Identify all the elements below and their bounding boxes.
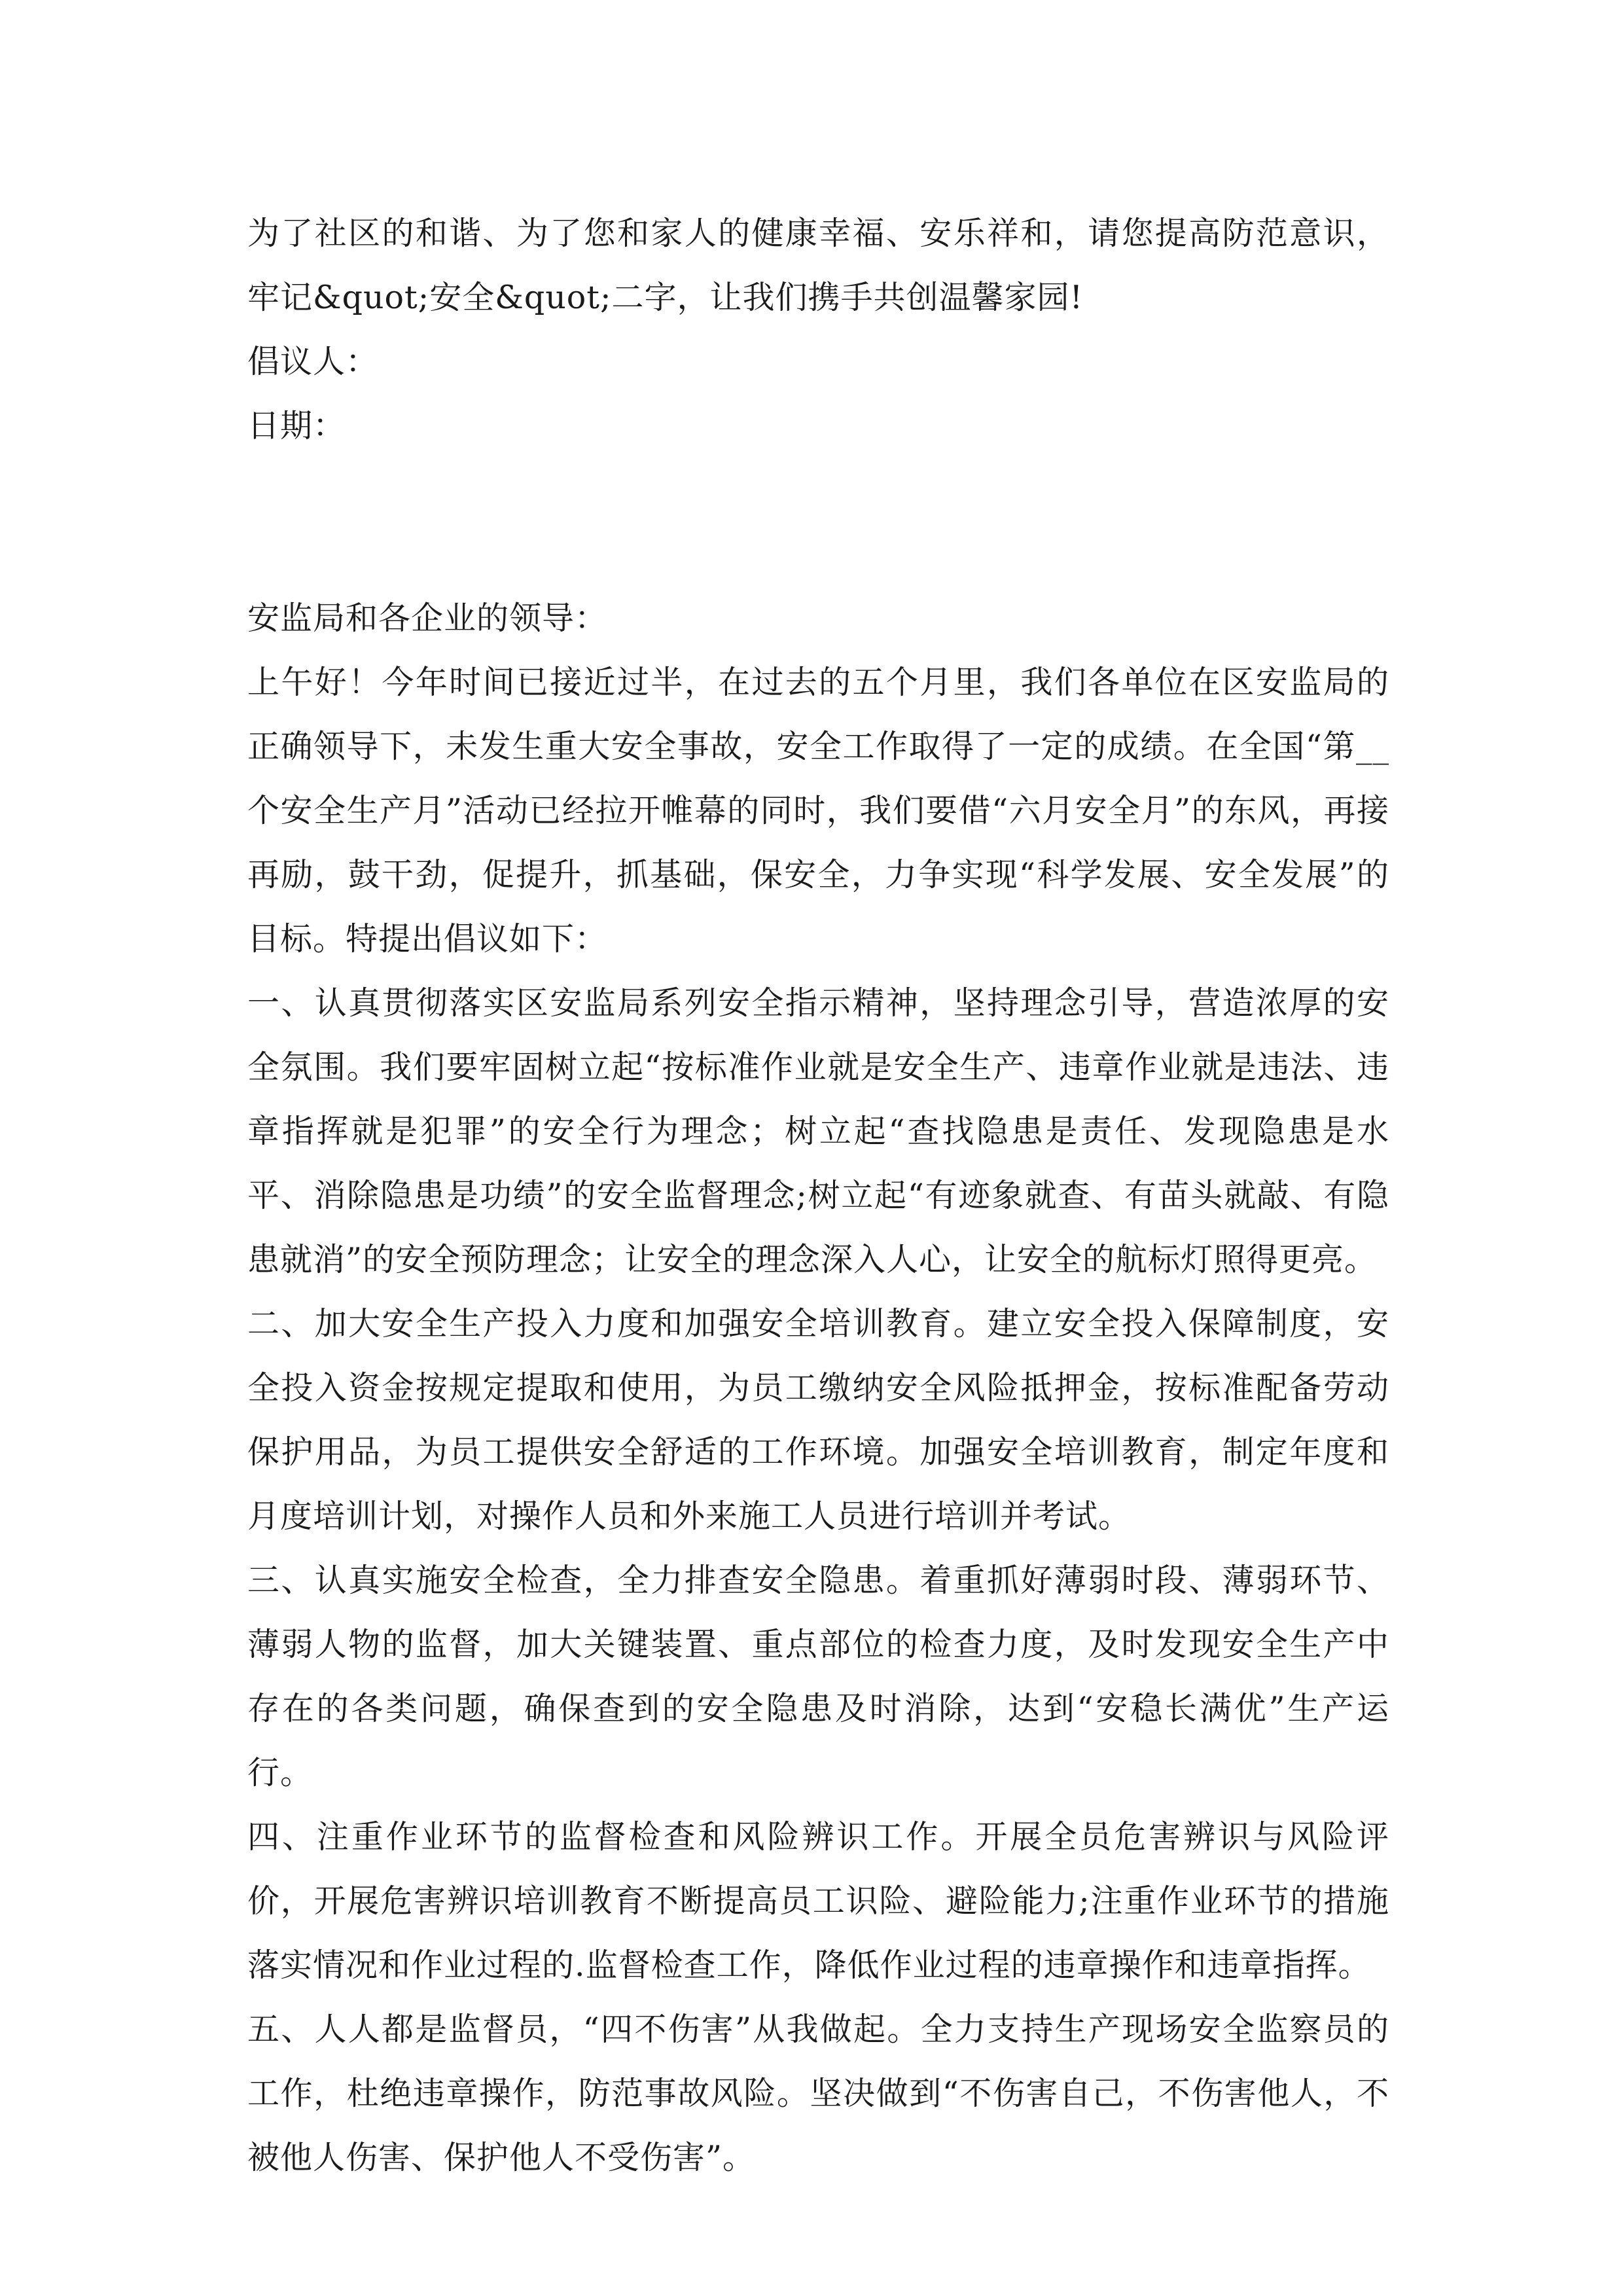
proposal-item-5: 五、人人都是监督员，“四不伤害”从我做起。全力支持生产现场安全监察员的工作，杜绝违章操作，防范事故风险。坚决做到“不伤害自己，不伤害他人，不被他人伤害、保护他人不受伤害”。 xyxy=(247,2011,1389,2176)
document-body xyxy=(247,202,1389,2190)
proposal-item-2: 二、加大安全生产投入力度和加强安全培训教育。建立安全投入保障制度，安全投入资金按规定提取和使用，为员工缴纳安全风险抵押金，按标准配备劳动保护用品，为员工提供安全舒适的工作环境。加强安全培训教育，制定年度和月度培训计划，对操作人员和外来施工人员进行培训并考试。 xyxy=(247,1305,1389,1535)
closing-paragraph: 为了社区的和谐、为了您和家人的健康幸福、安乐祥和，请您提高防范意识，牢记&quot;安全&quot;二字，让我们携手共创温馨家园! xyxy=(247,215,1389,316)
section-gap xyxy=(247,458,1389,586)
salutation: 安监局和各企业的领导： xyxy=(247,600,608,637)
proposal-item-4: 四、注重作业环节的监督检查和风险辨识工作。开展全员危害辨识与风险评价，开展危害辨识培训教育不断提高员工识险、避险能力;注重作业环节的措施落实情况和作业过程的.监督检查工作，降低作业过程的违章操作和违章指挥。 xyxy=(247,1818,1389,1984)
proposal-item-1: 一、认真贯彻落实区安监局系列安全指示精神，坚持理念引导，营造浓厚的安全氛围。我们要牢固树立起“按标准作业就是安全生产、违章作业就是违法、违章指挥就是犯罪”的安全行为理念；树立起“查找隐患是责任、发现隐患是水平、消除隐患是功绩”的安全监督理念;树立起“有迹象就查、有苗头就敲、有隐患就消”的安全预防理念；让安全的理念深入人心，让安全的航标灯照得更亮。 xyxy=(247,984,1389,1278)
proposal-item-3: 三、认真实施安全检查，全力排查安全隐患。着重抓好薄弱时段、薄弱环节、薄弱人物的监督，加大关键装置、重点部位的检查力度，及时发现安全生产中存在的各类问题，确保查到的安全隐患及时消除，达到“安稳长满优”生产运行。 xyxy=(247,1562,1389,1791)
intro-paragraph: 上午好！今年时间已接近过半，在过去的五个月里，我们各单位在区安监局的正确领导下，未发生重大安全事故，安全工作取得了一定的成绩。在全国“第__个安全生产月”活动已经拉开帷幕的同时，我们要借“六月安全月”的东风，再接再励，鼓干劲，促提升，抓基础，保安全，力争实现“科学发展、安全发展”的目标。特提出倡议如下： xyxy=(247,664,1389,958)
proposer-label: 倡议人： xyxy=(247,343,379,380)
date-label: 日期： xyxy=(247,407,346,444)
